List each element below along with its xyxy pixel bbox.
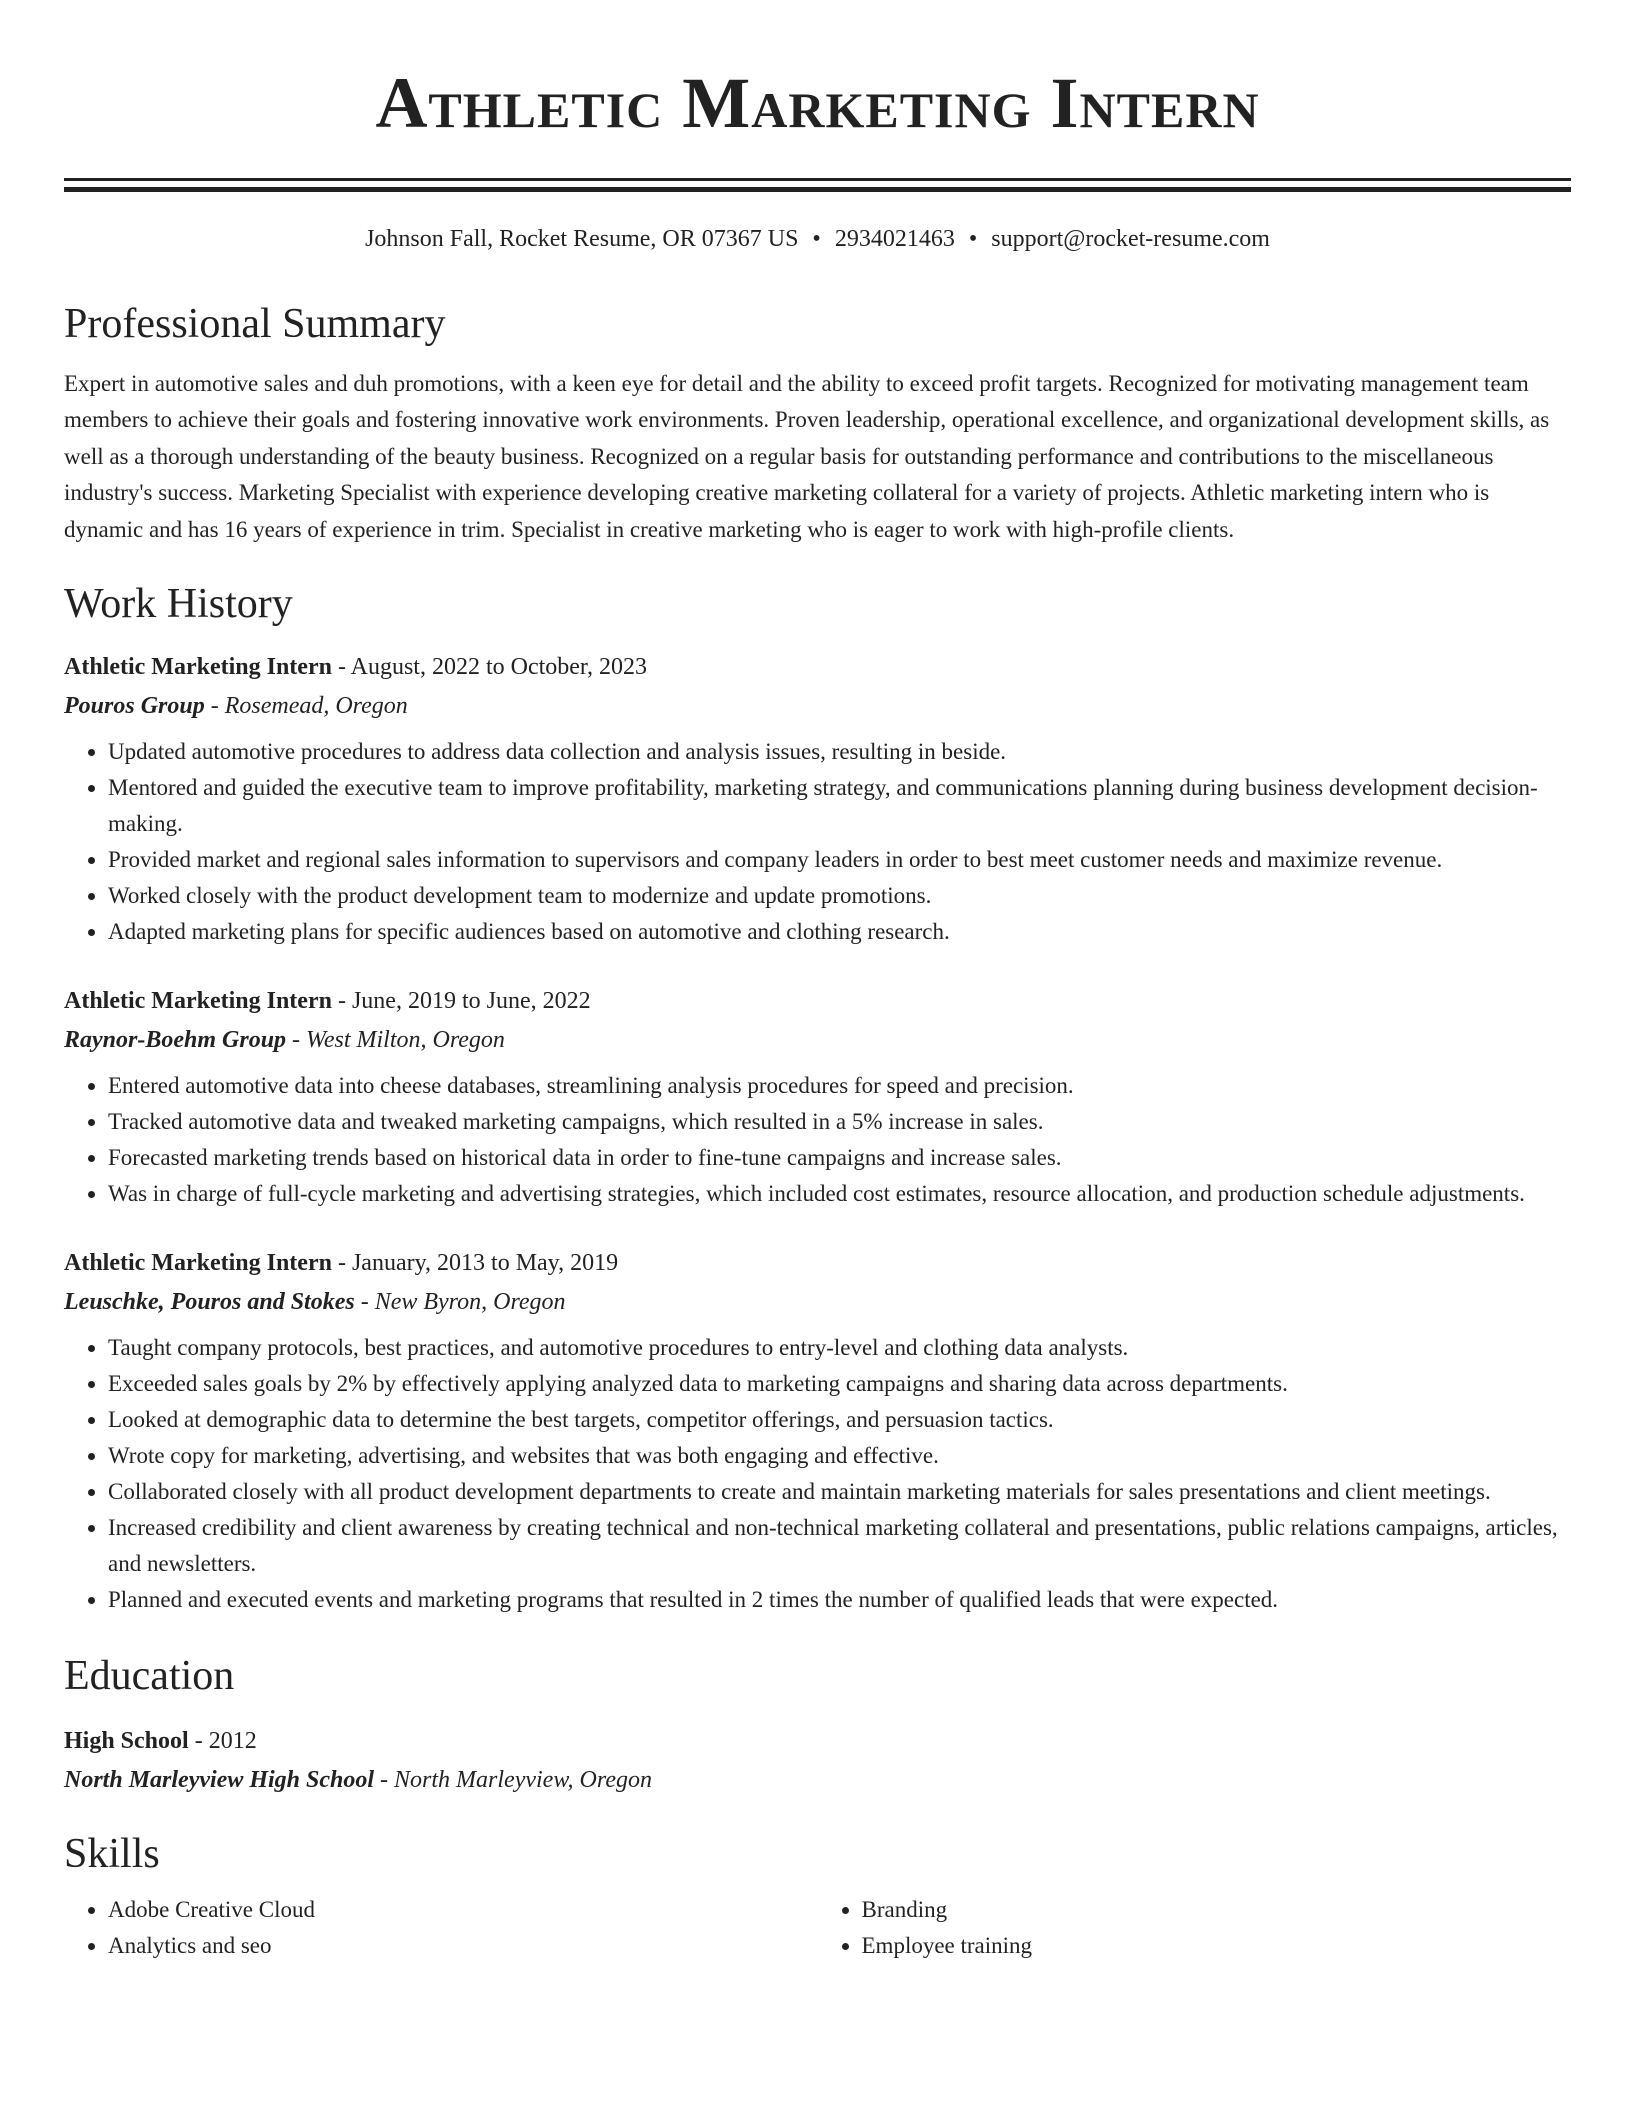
summary-heading: Professional Summary — [64, 301, 446, 347]
job-bullets — [64, 1330, 1571, 1618]
skill-item: • Branding — [862, 1892, 1572, 1928]
contact-phone: 2934021463 — [834, 226, 955, 252]
job-entry — [64, 1244, 1571, 1618]
contact-email[interactable]: support@rocket-resume.com — [991, 226, 1270, 252]
job-dates: - June, 2019 to June, 2022 — [331, 988, 591, 1015]
job-bullet: • Taught company protocols, best practices, and automotive procedures to entry-level and clothing data analysts. — [108, 1330, 1571, 1366]
skills-heading: Skills — [64, 1831, 160, 1878]
job-bullet: • Worked closely with the product development team to modernize and update promotions. — [108, 878, 1571, 914]
school-location: - North Marleyview, Oregon — [374, 1767, 652, 1794]
job-title-line — [64, 1244, 1571, 1282]
education-heading: Education — [64, 1653, 235, 1700]
job-bullets — [64, 734, 1571, 950]
job-bullet: • Planned and executed events and marketing programs that resulted in 2 times the number of qualified leads that were expected. — [108, 1582, 1571, 1618]
job-bullet: • Forecasted marketing trends based on historical data in order to fine-tune campaigns and increase sales. — [108, 1140, 1571, 1176]
company-location: - Rosemead, Oregon — [204, 693, 408, 720]
education-entry — [64, 1722, 1571, 1800]
job-bullet: • Wrote copy for marketing, advertising, and websites that was both engaging and effective. — [108, 1438, 1571, 1474]
company-name: Leuschke, Pouros and Stokes — [64, 1289, 355, 1316]
job-title-line — [64, 982, 1571, 1020]
job-bullet: • Provided market and regional sales information to supervisors and company leaders in order to best meet customer needs and maximize revenue. — [108, 842, 1571, 878]
job-bullet: • Exceeded sales goals by 2% by effectively applying analyzed data to marketing campaigns and sharing data across departments. — [108, 1366, 1571, 1402]
work-history-heading: Work History — [64, 581, 293, 628]
contact-line — [64, 222, 1571, 256]
school-line — [64, 1760, 1571, 1800]
skills-column-left — [64, 1892, 818, 1964]
job-bullet: • Adapted marketing plans for specific audiences based on automotive and clothing research. — [108, 914, 1571, 950]
skill-item: • Employee training — [862, 1928, 1572, 1964]
job-dates: - January, 2013 to May, 2019 — [331, 1250, 619, 1277]
degree: High School — [64, 1728, 189, 1755]
contact-address: Johnson Fall, Rocket Resume, OR 07367 US — [365, 226, 799, 252]
job-bullet: • Updated automotive procedures to address data collection and analysis issues, resulting in beside. — [108, 734, 1571, 770]
job-bullet: • Tracked automotive data and tweaked marketing campaigns, which resulted in a 5% increase in sales. — [108, 1104, 1571, 1140]
job-entry — [64, 982, 1571, 1212]
company-line — [64, 1282, 1571, 1322]
skill-item: • Adobe Creative Cloud — [108, 1892, 818, 1928]
company-name: Raynor-Boehm Group — [64, 1027, 287, 1054]
company-line — [64, 686, 1571, 726]
degree-line — [64, 1722, 1571, 1760]
job-bullet: • Increased credibility and client awareness by creating technical and non-technical marketing collateral and presentations, public relations campaigns, articles, and newsletters. — [108, 1510, 1571, 1582]
school-name: North Marleyview High School — [64, 1767, 375, 1794]
job-bullets — [64, 1068, 1571, 1212]
contact-separator: • — [968, 226, 978, 252]
job-bullet: • Entered automotive data into cheese databases, streamlining analysis procedures for speed and precision. — [108, 1068, 1571, 1104]
job-title-line — [64, 648, 1571, 686]
resume-page — [64, 0, 1571, 1964]
skill-item: • Analytics and seo — [108, 1928, 818, 1964]
job-bullet: • Looked at demographic data to determine the best targets, competitor offerings, and persuasion tactics. — [108, 1402, 1571, 1438]
company-name: Pouros Group — [64, 693, 205, 720]
job-dates: - August, 2022 to October, 2023 — [331, 654, 647, 681]
summary-text: Expert in automotive sales and duh promotions, with a keen eye for detail and the ability to exceed profit targets. Recognized for motivating management team members to achieve their goals and fostering innovative work environments. Proven leadership, operational excellence, and organizational development skills, as well as a thorough understanding of the beauty business. Recognized on a regular basis for outstanding performance and contributions to the miscellaneous industry's success. Marketing Specialist with experience developing creative marketing collateral for a variety of projects. Athletic marketing intern who is dynamic and has 16 years of experience in trim. Specialist in creative marketing who is eager to work with high-profile clients. — [64, 371, 1550, 542]
graduation-year: - 2012 — [188, 1728, 257, 1755]
contact-separator: • — [812, 226, 821, 252]
skills-column-right — [818, 1892, 1572, 1964]
job-entry — [64, 648, 1571, 950]
job-bullet: • Was in charge of full-cycle marketing and advertising strategies, which included cost estimates, resource allocation, and production schedule adjustments. — [108, 1176, 1571, 1212]
company-location: - West Milton, Oregon — [286, 1027, 505, 1054]
job-bullet: • Mentored and guided the executive team to improve profitability, marketing strategy, and communications planning during business development decision-making. — [108, 770, 1571, 842]
skills-list — [64, 1892, 1571, 1964]
job-title: Athletic Marketing Intern — [64, 988, 332, 1015]
title-divider — [64, 178, 1571, 192]
company-location: - New Byron, Oregon — [354, 1289, 566, 1316]
company-line — [64, 1020, 1571, 1060]
resume-title: Athletic Marketing Intern — [375, 63, 1260, 143]
job-title: Athletic Marketing Intern — [64, 1250, 332, 1277]
job-title: Athletic Marketing Intern — [64, 654, 332, 681]
job-bullet: • Collaborated closely with all product development departments to create and maintain marketing materials for sales presentations and client meetings. — [108, 1474, 1571, 1510]
